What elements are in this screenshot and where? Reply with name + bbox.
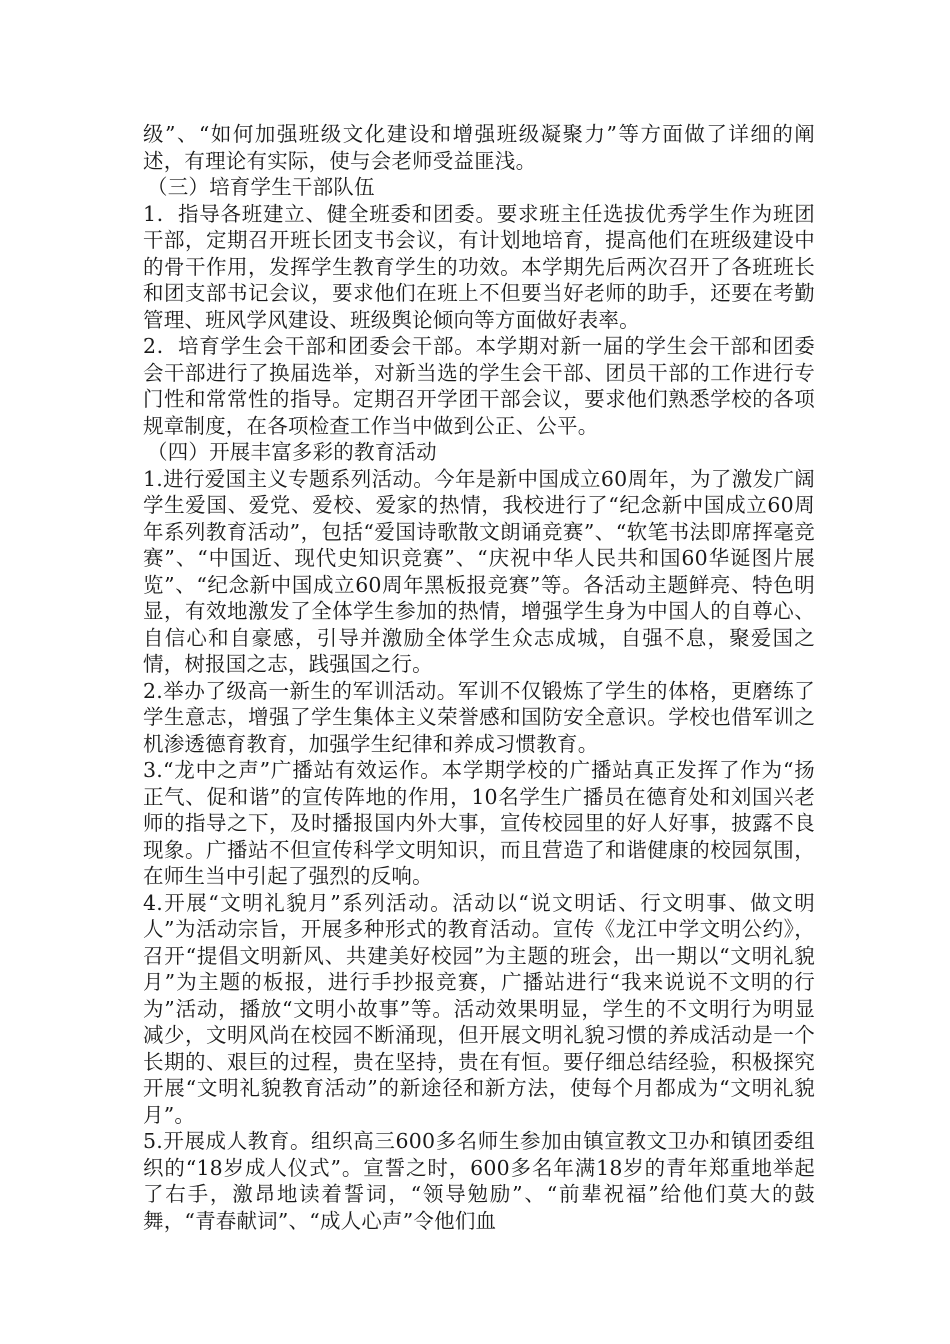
- document-body: [143, 121, 815, 1234]
- paragraph: 1.进行爱国主义专题系列活动。今年是新中国成立60周年，为了激发广阔学生爱国、爱党、爱校、爱家的热情，我校进行了“纪念新中国成立60周年系列教育活动”，包括“爱国诗歌散文朗诵竞赛”、“软笔书法即席挥毫竞赛”、“中国近、现代史知识竞赛”、“庆祝中华人民共和国60华诞图片展览”、“纪念新中国成立60周年黑板报竞赛”等。各活动主题鲜亮、特色明显，有效地激发了全体学生参加的热情，增强学生身为中国人的自尊心、自信心和自豪感，引导并激励全体学生众志成城，自强不息，聚爱国之情，树报国之志，践强国之行。: [143, 466, 815, 676]
- section-heading: （四）开展丰富多彩的教育活动: [147, 440, 437, 464]
- paragraph: 2．培育学生会干部和团委会干部。本学期对新一届的学生会干部和团委会干部进行了换届选举，对新当选的学生会干部、团员干部的工作进行专门性和常常性的指导。定期召开学团干部会议，要求他们熟悉学校的各项规章制度，在各项检查工作当中做到公正、公平。: [143, 334, 815, 438]
- paragraph: 2.举办了级高一新生的军训活动。军训不仅锻炼了学生的体格，更磨练了学生意志，增强了学生集体主义荣誉感和国防安全意识。学校也借军训之机渗透德育教育，加强学生纪律和养成习惯教育。: [143, 678, 815, 756]
- paragraph: 1．指导各班建立、健全班委和团委。要求班主任选拔优秀学生作为班团干部，定期召开班长团支书会议，有计划地培育，提高他们在班级建设中的骨干作用，发挥学生教育学生的功效。本学期先后两次召开了各班班长和团支部书记会议，要求他们在班上不但要当好老师的助手，还要在考勤管理、班风学风建设、班级舆论倾向等方面做好表率。: [143, 201, 815, 332]
- section-heading: （三）培育学生干部队伍: [147, 175, 375, 199]
- paragraph: 3.“龙中之声”广播站有效运作。本学期学校的广播站真正发挥了作为“扬正气、促和谐”的宣传阵地的作用，10名学生广播员在德育处和刘国兴老师的指导之下，及时播报国内外大事，宣传校园里的好人好事，披露不良现象。广播站不但宣传科学文明知识，而且营造了和谐健康的校园氛围，在师生当中引起了强烈的反响。: [143, 758, 815, 888]
- paragraph: 5.开展成人教育。组织高三600多名师生参加由镇宣教文卫办和镇团委组织的“18岁成人仪式”。宣誓之时，600多名年满18岁的青年郑重地举起了右手，激昂地读着誓词，“领导勉励”、“前辈祝福”给他们莫大的鼓舞，“青春献词”、“成人心声”令他们血: [143, 1129, 815, 1233]
- paragraph: 级”、“如何加强班级文化建设和增强班级凝聚力”等方面做了详细的阐述，有理论有实际，使与会老师受益匪浅。: [143, 122, 815, 173]
- paragraph: 4.开展“文明礼貌月”系列活动。活动以“说文明话、行文明事、做文明人”为活动宗旨，开展多种形式的教育活动。宣传《龙江中学文明公约》，召开“提倡文明新风、共建美好校园”为主题的班会，出一期以“文明礼貌月”为主题的板报，进行手抄报竞赛，广播站进行“我来说说不文明的行为”活动，播放“文明小故事”等。活动效果明显，学生的不文明行为明显减少，文明风尚在校园不断涌现，但开展文明礼貌习惯的养成活动是一个长期的、艰巨的过程，贵在坚持，贵在有恒。要仔细总结经验，积极探究开展“文明礼貌教育活动”的新途径和新方法，使每个月都成为“文明礼貌月”。: [143, 890, 815, 1127]
